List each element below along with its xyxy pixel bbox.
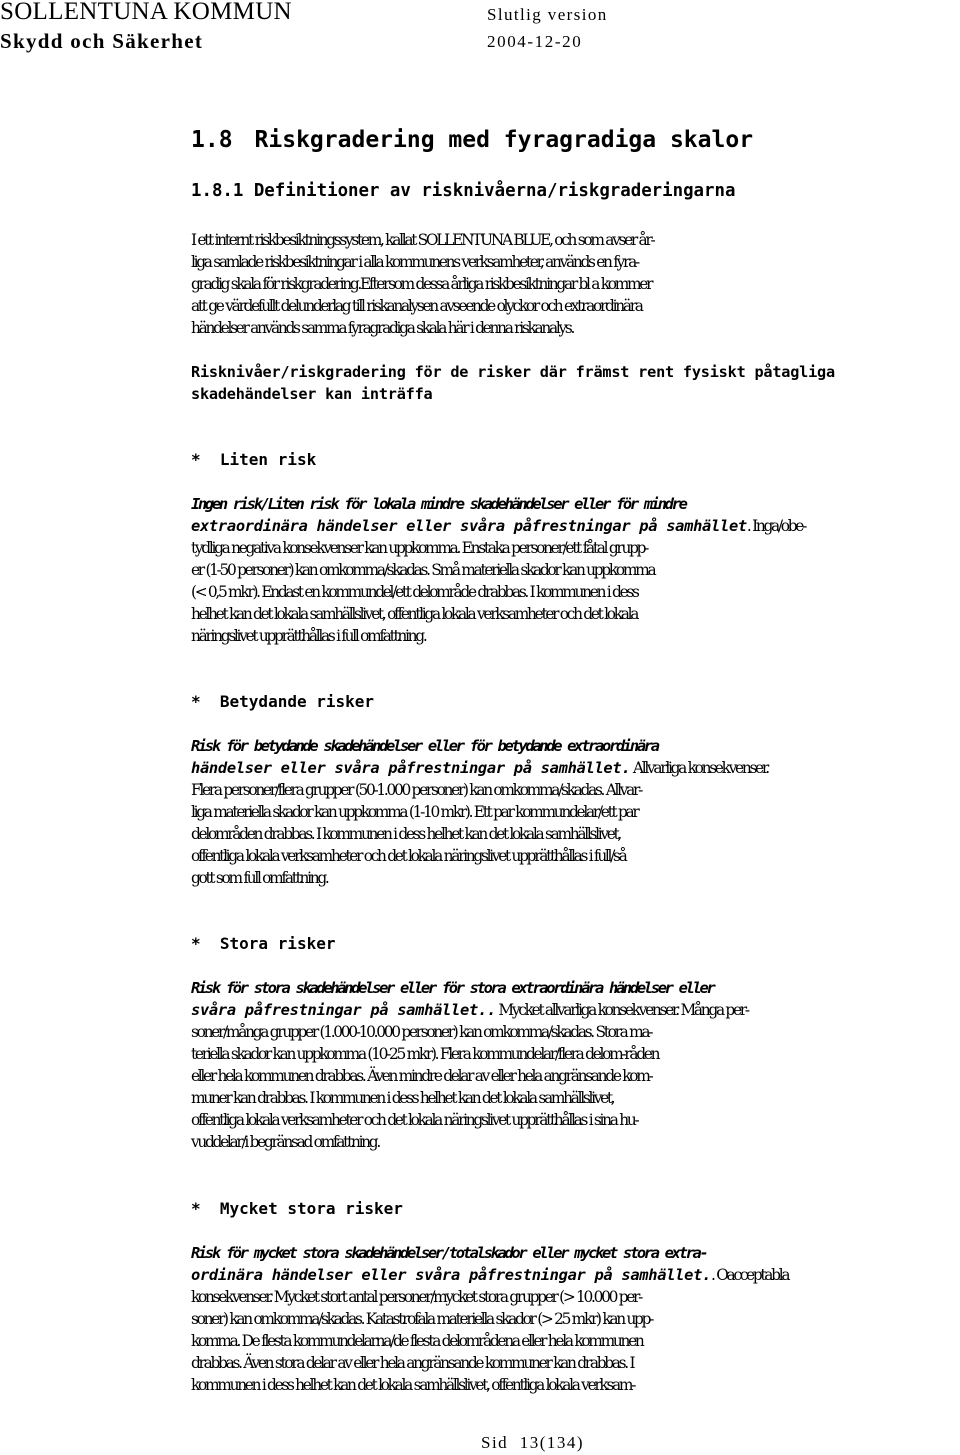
text-line: Flera personer/flera grupper (50-1.000 personer) kan omkomma/skadas. Allvar- xyxy=(191,781,642,799)
page-label: Sid xyxy=(481,1433,509,1452)
risk-level-description xyxy=(191,735,960,889)
text-line: I ett internt riskbesiktningssystem, kallat SOLLENTUNA BLUE, och som avser år- xyxy=(191,231,654,249)
risk-level-title: * Mycket stora risker xyxy=(191,1199,403,1218)
text-line xyxy=(191,1264,960,1286)
text-line: offentliga lokala verksamheter och det lokala näringslivet upprätthållas i full/så xyxy=(191,847,626,865)
intro-paragraph xyxy=(191,229,960,339)
document-version: Slutlig version xyxy=(487,5,608,24)
text-line xyxy=(191,757,960,779)
text-fragment: . Inga/obe- xyxy=(746,517,806,535)
text-line: att ge värdefullt delunderlag till riskanalysen avseende olyckor och extraordinära xyxy=(191,297,642,315)
section-title: Riskgradering med fyragradiga skalor xyxy=(254,127,754,153)
text-line: händelser används samma fyragradiga skala här i denna riskanalys. xyxy=(191,319,574,337)
text-line: er (1-50 personer) kan omkomma/skadas. Små materiella skador kan uppkomma xyxy=(191,561,655,579)
text-line xyxy=(191,273,960,295)
text-line: teriella skador kan uppkomma (10-25 mkr). Flera kommundelar/flera delom-råden xyxy=(191,1045,659,1063)
risk-level-title: * Stora risker xyxy=(191,934,336,953)
text-line: tydliga negativa konsekvenser kan uppkomma. Enstaka personer/ett fåtal grupp- xyxy=(191,539,648,557)
text-line: Risk för mycket stora skadehändelser/totalskador eller mycket stora extra- xyxy=(191,1244,707,1262)
risk-level-description xyxy=(191,493,960,647)
text-fragment: extraordinära händelser eller svåra påfrestningar på samhället xyxy=(191,517,747,535)
text-fragment: svåra påfrestningar på samhället.. xyxy=(191,1001,496,1019)
text-line: Ingen risk/Liten risk för lokala mindre skadehändelser eller för mindre xyxy=(191,495,686,513)
text-line: delområden drabbas. I kommunen i dess helhet kan det lokala samhällslivet, xyxy=(191,825,621,843)
text-line: muner kan drabbas. I kommunen i dess helhet kan det lokala samhällslivet, xyxy=(191,1089,614,1107)
page-footer xyxy=(481,1432,584,1454)
text-line: Risk för stora skadehändelser eller för stora extraordinära händelser eller xyxy=(191,979,714,997)
text-line: skadehändelser kan inträffa xyxy=(191,385,433,403)
risk-level-title: * Betydande risker xyxy=(191,692,375,711)
text-line: helhet kan det lokala samhällslivet, offentliga lokala verksamheter och det lokala xyxy=(191,605,638,623)
text-line: soner) kan omkomma/skadas. Katastrofala materiella skador (> 25 mkr) kan upp- xyxy=(191,1310,653,1328)
risk-level-description xyxy=(191,977,960,1153)
text-fragment: gradig skala för riskgradering. xyxy=(191,275,360,293)
section-number: 1.8 xyxy=(191,127,233,153)
text-fragment: händelser eller svåra påfrestningar på samhället. xyxy=(191,759,631,777)
subsection-heading: 1.8.1 Definitioner av risknivåerna/riskgraderingarna xyxy=(191,181,736,201)
text-line: vuddelar/i begränsad omfattning. xyxy=(191,1133,379,1151)
text-fragment: ordinära händelser eller svåra påfrestningar på samhället. xyxy=(191,1266,712,1284)
document-date: 2004-12-20 xyxy=(487,32,583,51)
text-fragment: Mycket allvarliga konsekvenser. Många per- xyxy=(495,1001,748,1019)
risk-level-description xyxy=(191,1242,960,1396)
text-fragment: . Oacceptabla xyxy=(711,1266,789,1284)
page-header xyxy=(0,0,960,60)
text-line: näringslivet upprätthållas i full omfattning. xyxy=(191,627,426,645)
text-line: (< 0,5 mkr). Endast en kommundel/ett delområde drabbas. I kommunen i dess xyxy=(191,583,638,601)
text-line: offentliga lokala verksamheter och det lokala näringslivet upprätthållas i sina hu- xyxy=(191,1111,638,1129)
text-line xyxy=(191,999,960,1021)
text-line: komma. De flesta kommundelarna/de flesta delområdena eller hela kommunen xyxy=(191,1332,643,1350)
text-line: soner/många grupper (1.000-10.000 personer) kan omkomma/skadas. Stora ma- xyxy=(191,1023,652,1041)
text-fragment: Allvarliga konsekvenser. xyxy=(630,759,768,777)
text-line: drabbas. Även stora delar av eller hela angränsande kommuner kan drabbas. I xyxy=(191,1354,634,1372)
risk-level-title: * Liten risk xyxy=(191,450,317,469)
page-number: 13(134) xyxy=(519,1433,585,1452)
text-line: liga materiella skador kan uppkomma (1-10 mkr). Ett par kommundelar/ett par xyxy=(191,803,638,821)
text-line xyxy=(191,515,960,537)
section-heading xyxy=(191,124,753,156)
text-line: konsekvenser. Mycket stort antal personer/mycket stora grupper (> 10.000 per- xyxy=(191,1288,642,1306)
text-line: Risk för betydande skadehändelser eller för betydande extraordinära xyxy=(191,737,658,755)
risk-levels-heading xyxy=(191,361,951,405)
text-fragment: Eftersom dessa årliga riskbesiktningar bl a kommer xyxy=(360,275,652,293)
organization-name: SOLLENTUNA KOMMUN xyxy=(0,0,292,25)
text-line: kommunen i dess helhet kan det lokala samhällslivet, offentliga lokala verksam- xyxy=(191,1376,635,1394)
department-name: Skydd och Säkerhet xyxy=(0,29,204,53)
text-line: Risknivåer/riskgradering för de risker där främst rent fysiskt påtagliga xyxy=(191,363,835,381)
text-line: gott som full omfattning. xyxy=(191,869,328,887)
text-line: eller hela kommunen drabbas. Även mindre delar av eller hela angränsande kom- xyxy=(191,1067,652,1085)
text-line: liga samlade riskbesiktningar i alla kommunens verksamheter, används en fyra- xyxy=(191,253,638,271)
